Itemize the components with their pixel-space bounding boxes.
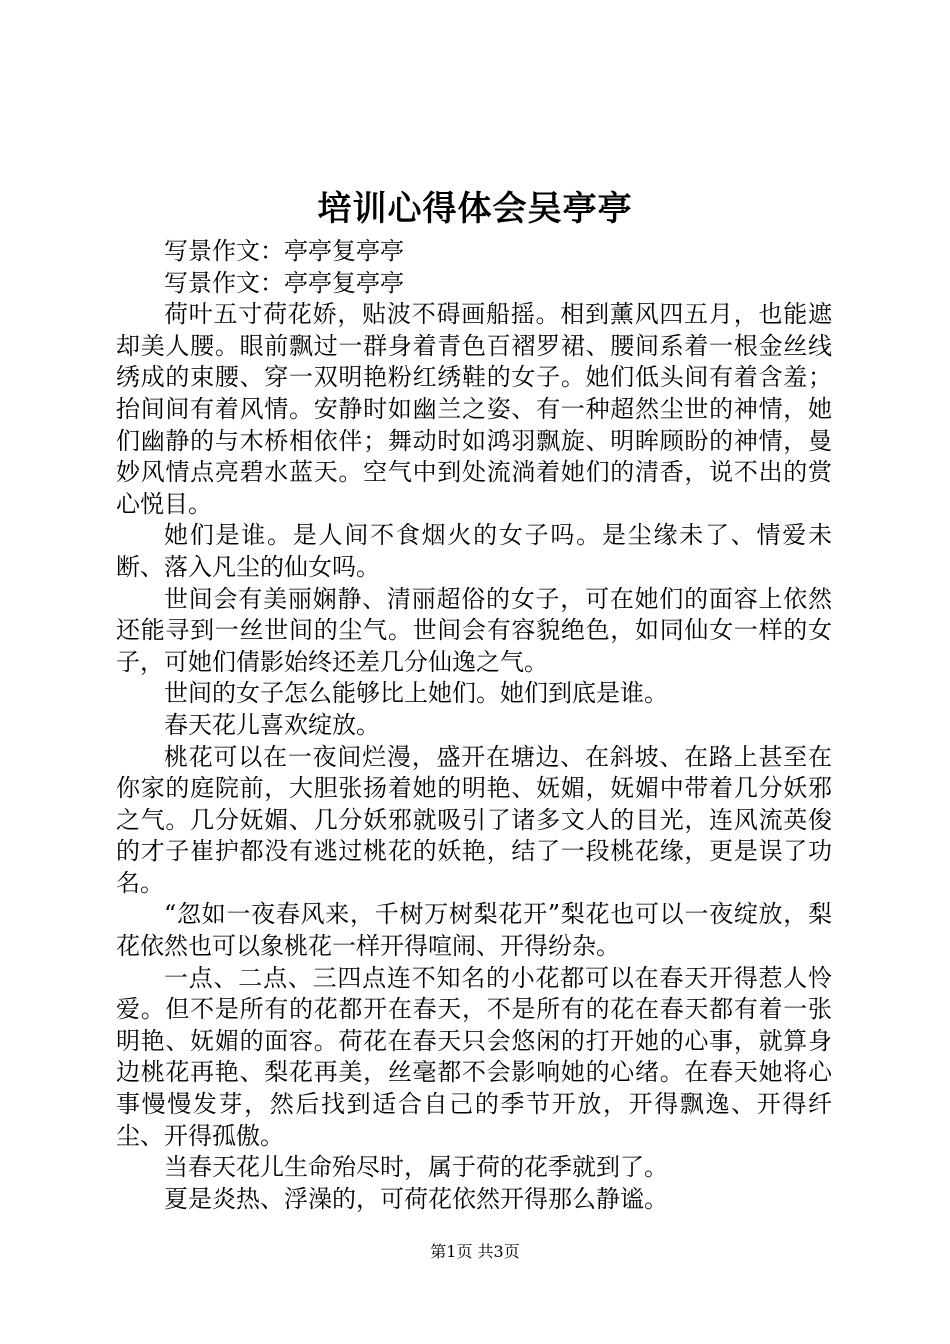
paragraph: 荷叶五寸荷花娇，贴波不碍画船摇。相到薰风四五月，也能遮却美人腰。眼前飘过一群身着青色百褶罗裙、腰间系着一根金丝线绣成的束腰、穿一双明艳粉红绣鞋的女子。她们低头间有着含羞；抬间间有着风情。安静时如幽兰之姿、有一种超然尘世的神情，她们幽静的与木桥相依伴；舞动时如鸿羽飘旋、明眸顾盼的神情，曼妙风情点亮碧水蓝天。空气中到处流淌着她们的清香，说不出的赏心悦目。 [116,300,832,518]
paragraph: 夏是炎热、浮澡的，可荷花依然开得那么静谧。 [164,1184,668,1213]
document-body [116,236,832,1215]
page-footer: 第1页 共3页 [430,1242,520,1261]
paragraph: 桃花可以在一夜间烂漫，盛开在塘边、在斜坡、在路上甚至在你家的庭院前，大胆张扬着她的明艳、妩媚，妩媚中带着几分妖邪之气。几分妩媚、几分妖邪就吸引了诸多文人的目光，连风流英俊的才子崔护都没有逃过桃花的妖艳，结了一段桃花缘，更是误了功名。 [116,742,832,897]
document-title: 培训心得体会吴亭亭 [317,189,633,229]
paragraph: 世间的女子怎么能够比上她们。她们到底是谁。 [164,679,668,708]
paragraph: 一点、二点、三四点连不知名的小花都可以在春天开得惹人怜爱。但不是所有的花都开在春天，不是所有的花在春天都有着一张明艳、妩媚的面容。荷花在春天只会悠闲的打开她的心事，就算身边桃花再艳、梨花再美，丝毫都不会影响她的心绪。在春天她将心事慢慢发芽，然后找到适合自己的季节开放，开得飘逸、开得纤尘、开得孤傲。 [116,963,832,1150]
paragraph: 写景作文：亭亭复亭亭 [164,268,404,297]
paragraph: 她们是谁。是人间不食烟火的女子吗。是尘缘未了、情爱未断、落入凡尘的仙女吗。 [116,521,832,581]
paragraph: 春天花儿喜欢绽放。 [164,710,380,739]
paragraph: 写景作文：亭亭复亭亭 [164,237,404,265]
paragraph: 世间会有美丽娴静、清丽超俗的女子，可在她们的面容上依然还能寻到一丝世间的尘气。世间会有容貌绝色，如同仙女一样的女子，可她们倩影始终还差几分仙逸之气。 [116,584,832,676]
paragraph: “忽如一夜春风来，千树万树梨花开”梨花也可以一夜绽放，梨花依然也可以象桃花一样开得喧闹、开得纷杂。 [116,900,832,961]
paragraph: 当春天花儿生命殆尽时，属于荷的花季就到了。 [164,1153,668,1182]
